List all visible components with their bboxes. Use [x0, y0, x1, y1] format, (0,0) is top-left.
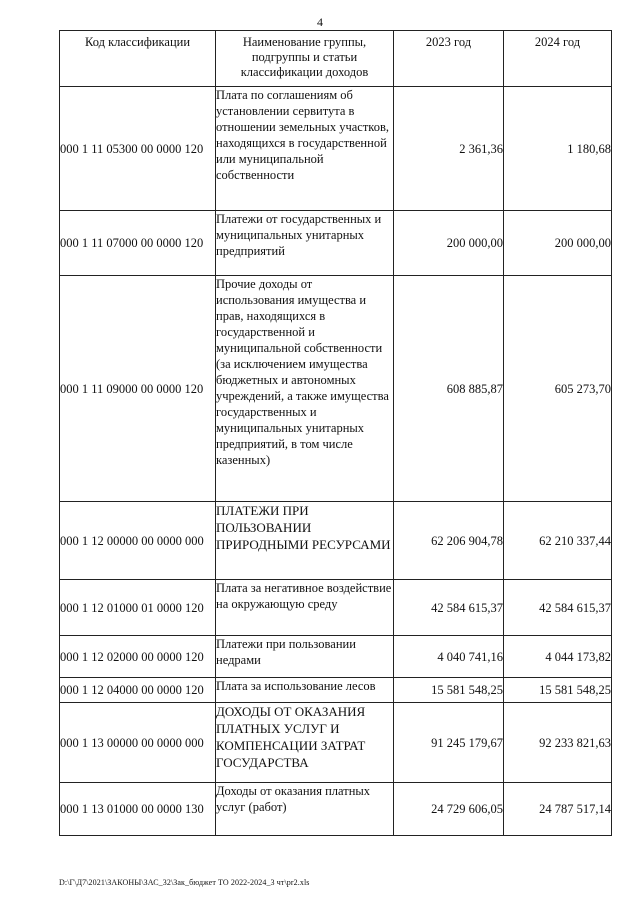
- row-value-2024: 605 273,70: [504, 276, 612, 502]
- row-value-2023: 62 206 904,78: [394, 502, 504, 580]
- header-year-2023: 2023 год: [394, 31, 504, 87]
- row-name: Прочие доходы от использования имущества и прав, находящихся в государственной и муниципальной собственности (за исключением имущества бюджетных и автономных учреждений, а также имущества государственных и муниципальных унитарных предприятий, в том числе казенных): [216, 276, 394, 502]
- row-value-2023: 91 245 179,67: [394, 703, 504, 783]
- header-year-2024: 2024 год: [504, 31, 612, 87]
- row-code: 000 1 13 01000 00 0000 130: [60, 783, 216, 836]
- row-value-2024: 62 210 337,44: [504, 502, 612, 580]
- table-row: [60, 703, 612, 783]
- row-value-2024: 42 584 615,37: [504, 580, 612, 636]
- row-code: 000 1 11 07000 00 0000 120: [60, 211, 216, 276]
- table-row: [60, 87, 612, 211]
- row-value-2023: 24 729 606,05: [394, 783, 504, 836]
- row-name: Плата по соглашениям об установлении сервитута в отношении земельных участков, находящихся в государственной или муниципальной собственности: [216, 87, 394, 211]
- row-value-2023: 42 584 615,37: [394, 580, 504, 636]
- table-row: [60, 276, 612, 502]
- row-code: 000 1 12 02000 00 0000 120: [60, 636, 216, 678]
- row-value-2024: 1 180,68: [504, 87, 612, 211]
- row-name: Плата за использование лесов: [216, 678, 394, 703]
- row-code: 000 1 11 05300 00 0000 120: [60, 87, 216, 211]
- row-name: Плата за негативное воздействие на окружающую среду: [216, 580, 394, 636]
- row-value-2024: 4 044 173,82: [504, 636, 612, 678]
- row-value-2024: 92 233 821,63: [504, 703, 612, 783]
- row-value-2023: 2 361,36: [394, 87, 504, 211]
- row-name: Платежи при пользовании недрами: [216, 636, 394, 678]
- row-code: 000 1 13 00000 00 0000 000: [60, 703, 216, 783]
- table-row: [60, 636, 612, 678]
- row-code: 000 1 12 00000 00 0000 000: [60, 502, 216, 580]
- row-name: Платежи от государственных и муниципальных унитарных предприятий: [216, 211, 394, 276]
- header-code: Код классификации: [60, 31, 216, 87]
- table-row: [60, 580, 612, 636]
- table-row: [60, 678, 612, 703]
- row-value-2024: 24 787 517,14: [504, 783, 612, 836]
- row-code: 000 1 12 04000 00 0000 120: [60, 678, 216, 703]
- row-value-2024: 200 000,00: [504, 211, 612, 276]
- row-name: ДОХОДЫ ОТ ОКАЗАНИЯ ПЛАТНЫХ УСЛУГ И КОМПЕНСАЦИИ ЗАТРАТ ГОСУДАРСТВА: [216, 703, 394, 783]
- row-name: Доходы от оказания платных услуг (работ): [216, 783, 394, 836]
- row-value-2024: 15 581 548,25: [504, 678, 612, 703]
- footer-file-path: D:\Г\Д7\2021\ЗАКОНЫ\ЗАС_32\Зак_бюджет ТО 2022-2024_3 чт\pr2.xls: [59, 878, 310, 887]
- page-number: 4: [317, 15, 323, 29]
- header-name: Наименование группы, подгруппы и статьи классификации доходов: [216, 31, 394, 87]
- row-value-2023: 4 040 741,16: [394, 636, 504, 678]
- row-name: ПЛАТЕЖИ ПРИ ПОЛЬЗОВАНИИ ПРИРОДНЫМИ РЕСУРСАМИ: [216, 502, 394, 580]
- row-value-2023: 200 000,00: [394, 211, 504, 276]
- revenue-table: [59, 30, 612, 836]
- table-row: [60, 211, 612, 276]
- table-row: [60, 502, 612, 580]
- table-row: [60, 783, 612, 836]
- row-value-2023: 15 581 548,25: [394, 678, 504, 703]
- row-code: 000 1 12 01000 01 0000 120: [60, 580, 216, 636]
- table-header-row: [60, 31, 612, 87]
- row-value-2023: 608 885,87: [394, 276, 504, 502]
- row-code: 000 1 11 09000 00 0000 120: [60, 276, 216, 502]
